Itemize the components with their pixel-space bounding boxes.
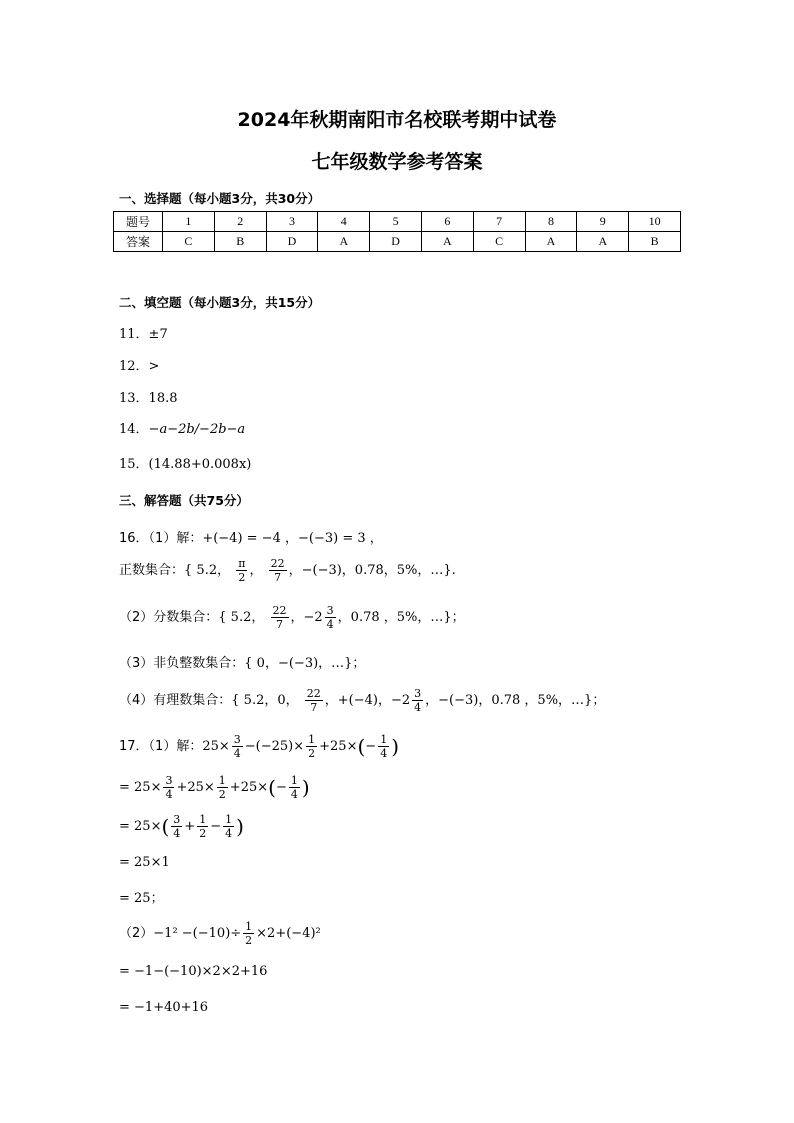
- q17-line-6: = −1−(−10)×2×2+16: [119, 964, 268, 979]
- fraction: $\frac{1}{4}$: [225, 813, 233, 840]
- fill-answer-13: [119, 387, 178, 406]
- answer-text: >: [148, 359, 160, 374]
- fraction: $\frac{3}{4}$: [233, 733, 241, 760]
- question-number: 15．: [119, 457, 149, 472]
- section-3-heading: 三、解答题（共75分）: [119, 493, 249, 508]
- table-header-cell: 答案: [114, 232, 163, 252]
- table-cell: A: [525, 232, 577, 252]
- table-cell: 5: [370, 212, 422, 232]
- fill-answer-15: [119, 453, 251, 472]
- table-cell: A: [577, 232, 629, 252]
- fraction: $\frac{1}{2}$: [245, 920, 253, 947]
- question-number: 14．: [119, 422, 149, 437]
- question-number: 12．: [119, 359, 149, 374]
- q16-nonneg-set: [119, 652, 365, 671]
- fraction: $\frac{1}{4}$: [290, 774, 298, 801]
- fill-answer-11: [119, 323, 168, 342]
- section-1-heading: 一、选择题（每小题3分，共30分）: [119, 191, 321, 206]
- fraction: $\frac{\pi}{2}$: [238, 557, 246, 584]
- table-cell: B: [629, 232, 681, 252]
- question-label: 17．（1）解：: [119, 739, 203, 754]
- set-text: { 0，−(−3)，…}；: [244, 656, 366, 671]
- q16-line-1: [119, 527, 383, 546]
- set-label: （4）有理数集合：: [119, 693, 232, 708]
- question-label: 16．（1）解：: [119, 531, 203, 546]
- table-cell: A: [421, 232, 473, 252]
- table-cell: B: [214, 232, 266, 252]
- table-cell: A: [318, 232, 370, 252]
- table-cell: 7: [473, 212, 525, 232]
- set-text: { 5.2，: [218, 610, 265, 625]
- fraction: $\frac{1}{2}$: [308, 733, 316, 760]
- table-cell: D: [266, 232, 318, 252]
- table-cell: 4: [318, 212, 370, 232]
- q17-line-5: = 25；: [119, 891, 164, 906]
- document-title: 2024年秋期南阳市名校联考期中试卷: [237, 109, 557, 131]
- table-cell: 6: [421, 212, 473, 232]
- set-text: ，−(−3)，0.78̇ ，5%，…}；: [425, 693, 606, 708]
- fraction: $\frac{1}{2}$: [218, 774, 226, 801]
- question-number: 11．: [119, 327, 149, 342]
- fraction: $\frac{3}{4}$: [165, 774, 173, 801]
- answer-table: [113, 211, 681, 252]
- set-text: ，0.78̇ ，5%，…}；: [337, 610, 465, 625]
- q17-line-2: = 25× $\frac{3}{4}$ +25× $\frac{1}{2}$ +25×(− $\frac{1}{4}$ ): [119, 774, 310, 801]
- set-label: （2）分数集合：: [119, 610, 219, 625]
- set-text: ，−(−3)，0.78̇，5%，…}.: [288, 563, 456, 578]
- set-label: （3）非负整数集合：: [119, 656, 245, 671]
- question-number: 13．: [119, 391, 149, 406]
- table-cell: 3: [266, 212, 318, 232]
- q17-line-3: = 25×( $\frac{3}{4}$ + $\frac{1}{2}$ − $\frac{1}{4}$ ): [119, 813, 244, 840]
- set-text: { 5.2，: [184, 563, 231, 578]
- table-cell: C: [473, 232, 525, 252]
- fraction: $\frac{3}{4}$: [414, 687, 422, 714]
- fraction: $\frac{22}{7}$: [306, 687, 321, 714]
- fill-answer-12: [119, 355, 159, 374]
- set-text: { 5.2，0，: [231, 693, 299, 708]
- table-cell: 10: [629, 212, 681, 232]
- set-text: ，−2: [290, 610, 323, 625]
- table-header-cell: 题号: [114, 212, 163, 232]
- fraction: $\frac{1}{2}$: [199, 813, 207, 840]
- fraction: $\frac{1}{4}$: [380, 733, 388, 760]
- q16-fraction-set: [119, 604, 465, 631]
- fraction: $\frac{22}{7}$: [270, 557, 285, 584]
- table-cell: C: [163, 232, 215, 252]
- q16-positive-set: 正数集合：{ 5.2， $\frac{\pi}{2}$ ， $\frac{22}{7}$ ，−(−3)，0.78̇，5%，…}.: [119, 557, 456, 584]
- set-label: 正数集合：: [119, 563, 185, 578]
- q17-line-4: = 25×1: [119, 855, 170, 870]
- table-cell: D: [370, 232, 422, 252]
- document-subtitle: 七年级数学参考答案: [311, 151, 483, 173]
- table-row: [114, 212, 681, 232]
- answer-text: (14.88+0.008x): [148, 457, 252, 472]
- answer-text: 18.8: [148, 391, 178, 406]
- q16-rational-set: [119, 687, 605, 714]
- fraction: $\frac{3}{4}$: [326, 604, 334, 631]
- table-cell: 9: [577, 212, 629, 232]
- fraction: $\frac{22}{7}$: [272, 604, 287, 631]
- answer-text: −a−2b/−2b−a: [148, 422, 246, 437]
- fill-answer-14: [119, 418, 245, 437]
- answer-text: ±7: [148, 327, 168, 342]
- expression: +(−4) = −4 ，−(−3) = 3 ，: [202, 531, 383, 546]
- set-text: ，+(−4)，−2: [324, 693, 411, 708]
- fraction: $\frac{3}{4}$: [173, 813, 181, 840]
- section-2-heading: 二、填空题（每小题3分，共15分）: [119, 295, 321, 310]
- table-row: [114, 232, 681, 252]
- q17-line-7: = −1+40+16: [119, 1000, 209, 1015]
- table-cell: 8: [525, 212, 577, 232]
- table-cell: 2: [214, 212, 266, 232]
- q17-line-1: 17．（1）解：25× $\frac{3}{4}$ −(−25)× $\frac{1}{2}$ +25×(− $\frac{1}{4}$ ): [119, 733, 399, 760]
- table-cell: 1: [163, 212, 215, 232]
- q17-part-2: （2）−1² −(−10)÷ $\frac{1}{2}$ ×2+(−4)²: [119, 920, 321, 947]
